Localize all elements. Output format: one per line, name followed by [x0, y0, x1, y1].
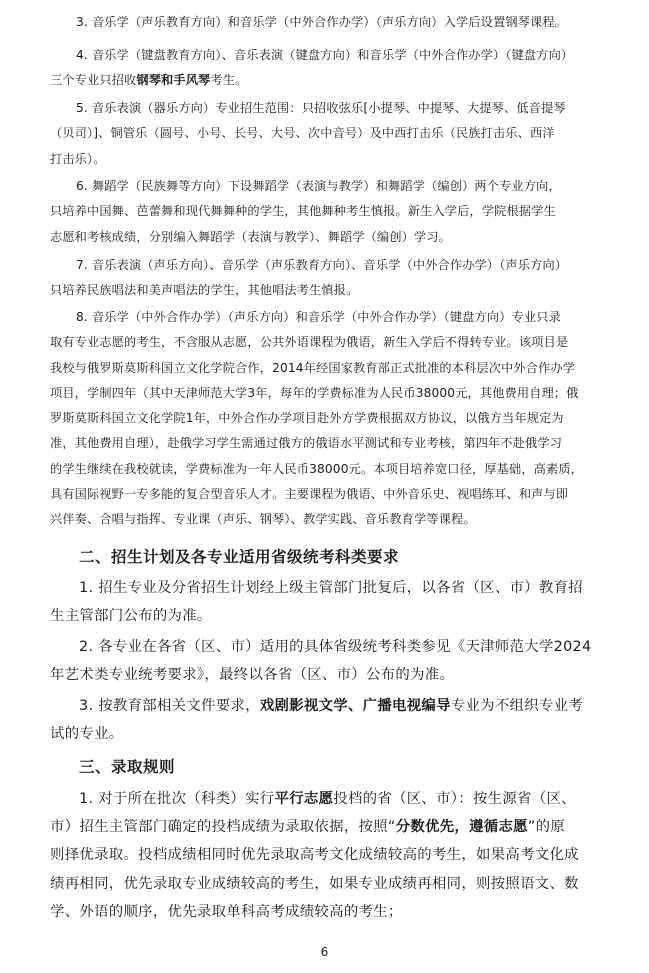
section-2-item-3 — [50, 692, 610, 748]
text-line: 志愿和考核成绩，分别编入舞蹈学（表演与教学）、舞蹈学（编创）学习。 — [50, 229, 452, 244]
text-line: 2. 各专业在各省（区、市）适用的具体省级统考科类参见《天津师范大学2024 — [79, 639, 592, 655]
item-4-paragraph — [50, 43, 610, 94]
text-line — [50, 813, 610, 841]
text-span: 考生。 — [210, 73, 248, 88]
text-span: 市）招生主管部门确定的投档成绩为录取依据，按照“ — [50, 819, 396, 836]
text-span: 3. 按教育部相关文件要求， — [79, 698, 260, 714]
text-line: （贝司）]、铜管乐（圆号、小号、长号、大号、次中音号）及中西打击乐（民族打击乐、西洋 — [50, 126, 555, 141]
text-line: 1. 招生专业及分省招生计划经上级主管部门批复后，以各省（区、市）教育招 — [79, 580, 583, 596]
item-8-paragraph — [50, 305, 610, 533]
section-3-item-1 — [50, 785, 610, 926]
page-number: 6 — [320, 945, 329, 959]
text-line: 5. 音乐表演（器乐方向）专业招生范围：只招收弦乐[小提琴、中提琴、大提琴、低音提琴 — [76, 101, 566, 115]
text-line: 则择优录取。投档成绩相同时优先录取高考文化成绩较高的考生，如果高考文化成 — [50, 847, 579, 864]
text-span: ”的原 — [527, 819, 566, 836]
item-6-paragraph — [50, 174, 610, 250]
item-7-paragraph — [50, 253, 610, 304]
section-2-item-2 — [50, 633, 610, 689]
text-span: 投档的省（区、市）：按生源省（区、 — [333, 791, 576, 807]
text-span: 三个专业只招收 — [50, 73, 137, 88]
text-line: 兴伴奏、合唱与指挥、专业课（声乐、钢琴）、教学实践、音乐教育学等课程。 — [50, 512, 476, 527]
text-line — [50, 692, 610, 720]
text-line: 6. 舞蹈学（民族舞等方向）下设舞蹈学（表演与教学）和舞蹈学（编创）两个专业方向， — [76, 179, 561, 193]
item-3-paragraph — [50, 10, 610, 35]
text-line: 学、外语的顺序，优先录取单科高考成绩较高的考生； — [50, 903, 403, 920]
section-3-heading: 三、录取规则 — [79, 758, 176, 776]
text-line: 取有专业志愿的考生，不含服从志愿，公共外语课程为俄语，新生入学后不得转专业。该项目是 — [50, 335, 569, 350]
text-line: 试的专业。 — [50, 726, 124, 743]
text-line: 8. 音乐学（中外合作办学）（声乐方向）和音乐学（中外合作办学）（键盘方向）专业只录 — [76, 310, 561, 324]
text-line: 只培养民族唱法和美声唱法的学生，其他唱法考生慎报。 — [50, 283, 359, 298]
text-line: 准，其他费用自理），赴俄学习学生需通过俄方的俄语水平测试和专业考核，第四年不赴俄学习 — [50, 436, 563, 451]
text-line: 打击乐）。 — [50, 151, 106, 166]
text-line: 4. 音乐学（键盘教育方向）、音乐表演（键盘方向）和音乐学（中外合作办学）（键盘方向） — [76, 48, 574, 62]
item-5-paragraph — [50, 96, 610, 172]
text-line: 年艺术类专业统考要求》，最终以各省（区、市）公布的为准。 — [50, 667, 455, 684]
text-line: 生主管部门公布的为准。 — [50, 608, 212, 625]
text-line — [50, 68, 610, 93]
text-span: 1. 对于所在批次（科类）实行 — [79, 791, 275, 807]
bold-text: 戏剧影视文学、广播电视编导 — [259, 698, 451, 714]
bold-text: 钢琴和手风琴 — [136, 73, 211, 88]
section-2-item-1 — [50, 574, 610, 630]
text-line: 的学生继续在我校就读，学费标准为一年人民币38000元。本项目培养宽口径，厚基础，高素质， — [50, 461, 584, 476]
text-line: 我校与俄罗斯莫斯科国立文化学院合作，2014年经国家教育部正式批准的本科层次中外合作办学 — [50, 360, 576, 375]
text-span: 专业为不组织专业考 — [450, 698, 584, 714]
text-line: 只培养中国舞、芭蕾舞和现代舞舞种的学生，其他舞种考生慎报。新生入学后，学院根据学生 — [50, 204, 556, 219]
text-line: 具有国际视野一专多能的复合型音乐人才。主要课程为俄语、中外音乐史、视唱练耳、和声与即 — [50, 487, 569, 502]
text-line: 绩再相同，优先录取专业成绩较高的考生，如果专业成绩再相同，则按照语文、数 — [50, 875, 579, 892]
text-line — [50, 785, 610, 813]
text-line: 项目，学制四年（其中天津师范大学3年，每年的学费标准为人民币38000元，其他费用自理；俄 — [50, 385, 579, 400]
bold-text: 分数优先，遵循志愿 — [395, 819, 528, 836]
bold-text: 平行志愿 — [274, 791, 334, 807]
text-line: 罗斯莫斯科国立文化学院1年，中外合作办学项目赴外方学费根据双方协议，以俄方当年规定为 — [50, 411, 564, 426]
section-2-heading: 二、招生计划及各专业适用省级统考科类要求 — [79, 548, 400, 566]
text-line: 3. 音乐学（声乐教育方向）和音乐学（中外合作办学）（声乐方向）入学后设置钢琴课程。 — [76, 15, 568, 29]
text-line: 7. 音乐表演（声乐方向）、音乐学（声乐教育方向）、音乐学（中外合作办学）（声乐方向） — [76, 258, 568, 272]
